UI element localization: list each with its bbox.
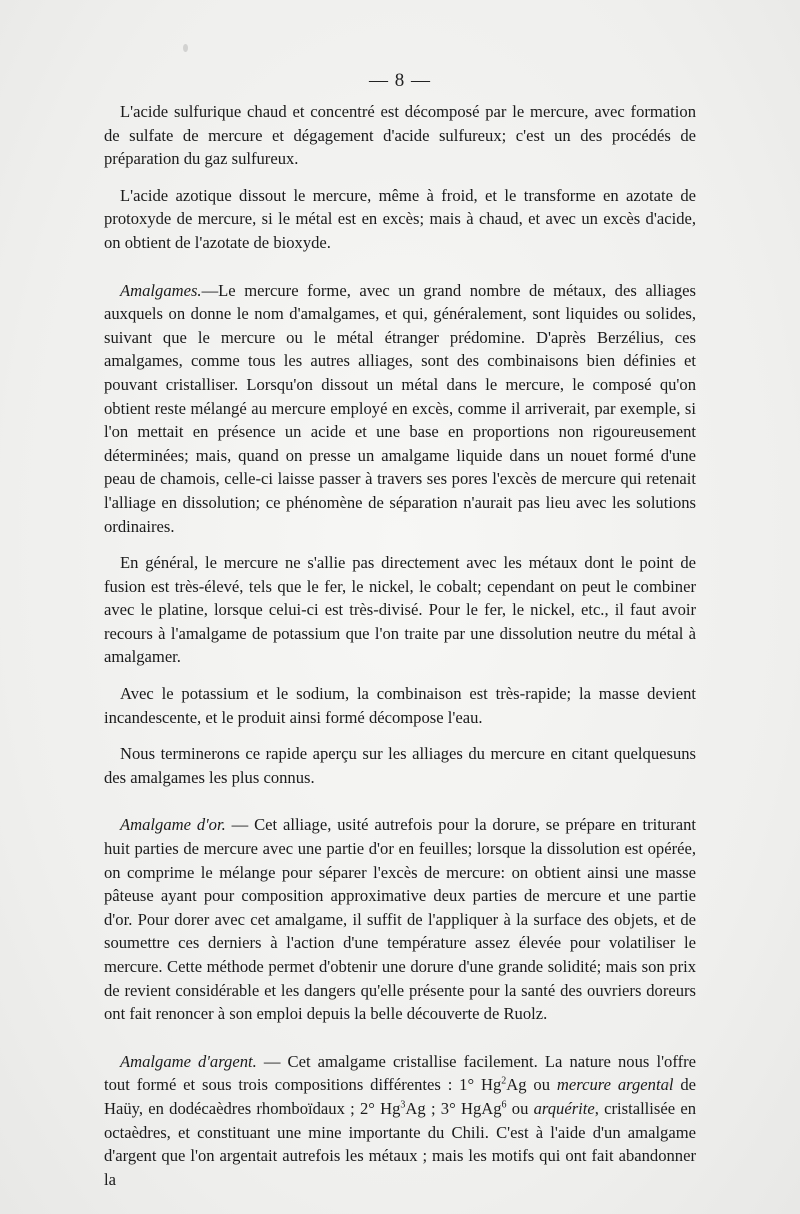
paragraph-text: Ag ou: [506, 1075, 557, 1095]
paragraph-text: L'acide azotique dissout le mercure, même à froid, et le transforme en azotate de protoxyde de mercure, si le métal est en excès; mais à chaud, et avec un excès d'acide, on obtient de l'azotate de bioxyde.: [104, 185, 696, 252]
paragraph-text: L'acide sulfurique chaud et concentré est décomposé par le mercure, avec formation de sulfate de mercure et dégagement d'acide sulfureux; c'est un des procédés de préparation du gaz sulfureux.: [104, 102, 696, 169]
paragraph-text: —Le mercure forme, avec un grand nombre de métaux, des alliages auxquels on donne le nom d'amalgames, et qui, généralement, sont liquides ou solides, suivant que le mercure ou le métal étranger prédomine. D'après Berzélius, ces amalgames, comme tous les autres alliages, sont des combinaisons bien définies et pouvant cristalliser. Lorsqu'on dissout un métal dans le mercure, le composé qu'on obtient reste mélangé au mercure employé en excès, comme il arriverait, par exemple, si l'on mettait en présence un acide et une base en proportions non rigoureusement déterminées; mais, quand on presse un amalgame liquide dans un nouet formé d'une peau de chamois, celle-ci laisse passer à travers ses pores l'excès de mercure qui retenait l'alliage en dissolution; ce phénomène de séparation n'aurait pas lieu avec les solutions ordinaires.: [104, 280, 696, 536]
paragraph-general: [104, 551, 696, 669]
paragraph-text: Avec le potassium et le sodium, la combinaison est très-rapide; la masse devient incandescente, et le produit ainsi formé décompose l'eau.: [104, 684, 696, 727]
body-text: [104, 100, 696, 1204]
superscript: 6: [501, 1099, 507, 1111]
paragraph-sulfuric-acid: [104, 100, 696, 171]
italic-term: arquérite: [533, 1098, 595, 1118]
paragraph-text: , cristallisée en octaèdres, et constituant une mine importante du Chili. C'est à l'aide d'un amalgame d'argent que l'on argentait autrefois les métaux ; mais les motifs qui ont fait abandonner la: [104, 1098, 696, 1189]
page-number: — 8 —: [369, 70, 431, 91]
paper-speck: [666, 1082, 670, 1087]
paragraph-text: Ag ; 3° HgAg: [405, 1098, 502, 1118]
paragraph-amalgame-or: [104, 813, 696, 1025]
paragraph-amalgames: [104, 279, 696, 539]
paragraph-text: Nous terminerons ce rapide aperçu sur les alliages du mercure en citant quelquesuns des amalgames les plus connus.: [104, 744, 696, 787]
paragraph-potassium: [104, 682, 696, 729]
paragraph-text: En général, le mercure ne s'allie pas directement avec les métaux dont le point de fusion est très-élevé, tels que le fer, le nickel, le cobalt; cependant on peut le combiner avec le platine, lorsque celui-ci est très-divisé. Pour le fer, le nickel, etc., il faut avoir recours à l'amalgame de potassium que l'on traite par une dissolution neutre du métal à amalgamer.: [104, 553, 696, 667]
paragraph-amalgame-argent: [104, 1050, 696, 1192]
superscript: 3: [400, 1099, 406, 1111]
superscript: 2: [501, 1075, 507, 1087]
section-lead: Amalgame d'argent.: [120, 1051, 257, 1071]
paragraph-text: de Haüy, en dodécaèdres rhomboïdaux ; 2° Hg: [104, 1075, 697, 1118]
paragraph-text: — Cet amalgame cristallise facilement. La nature nous l'offre tout formé et sous trois compositions différentes : 1° Hg: [104, 1051, 696, 1095]
section-lead: Amalgames.: [120, 280, 202, 300]
paragraph-text: ou: [506, 1098, 534, 1118]
paper-speck: [183, 44, 188, 52]
paragraph-text: — Cet alliage, usité autrefois pour la dorure, se prépare en triturant huit parties de mercure avec une partie d'or en feuilles; lorsque la dissolution est opérée, on comprime le mélange pour séparer l'excès de mercure: on obtient ainsi une masse pâteuse ayant pour composition approximative deux parties de mercure et une partie d'or. Pour dorer avec cet amalgame, il suffit de l'appliquer à la surface des objets, et de soumettre ces derniers à l'action d'une température assez élevée pour volatiliser le mercure. Cette méthode permet d'obtenir une dorure d'une grande solidité; mais son prix de revient considérable et les dangers qu'elle présente pour la santé des ouvriers doreurs ont fait renoncer à son emploi depuis la belle découverte de Ruolz.: [104, 815, 696, 1024]
paragraph-summary: [104, 742, 696, 789]
paragraph-nitric-acid: [104, 184, 696, 255]
italic-term: mercure argental: [556, 1075, 674, 1095]
section-lead: Amalgame d'or.: [120, 815, 226, 835]
